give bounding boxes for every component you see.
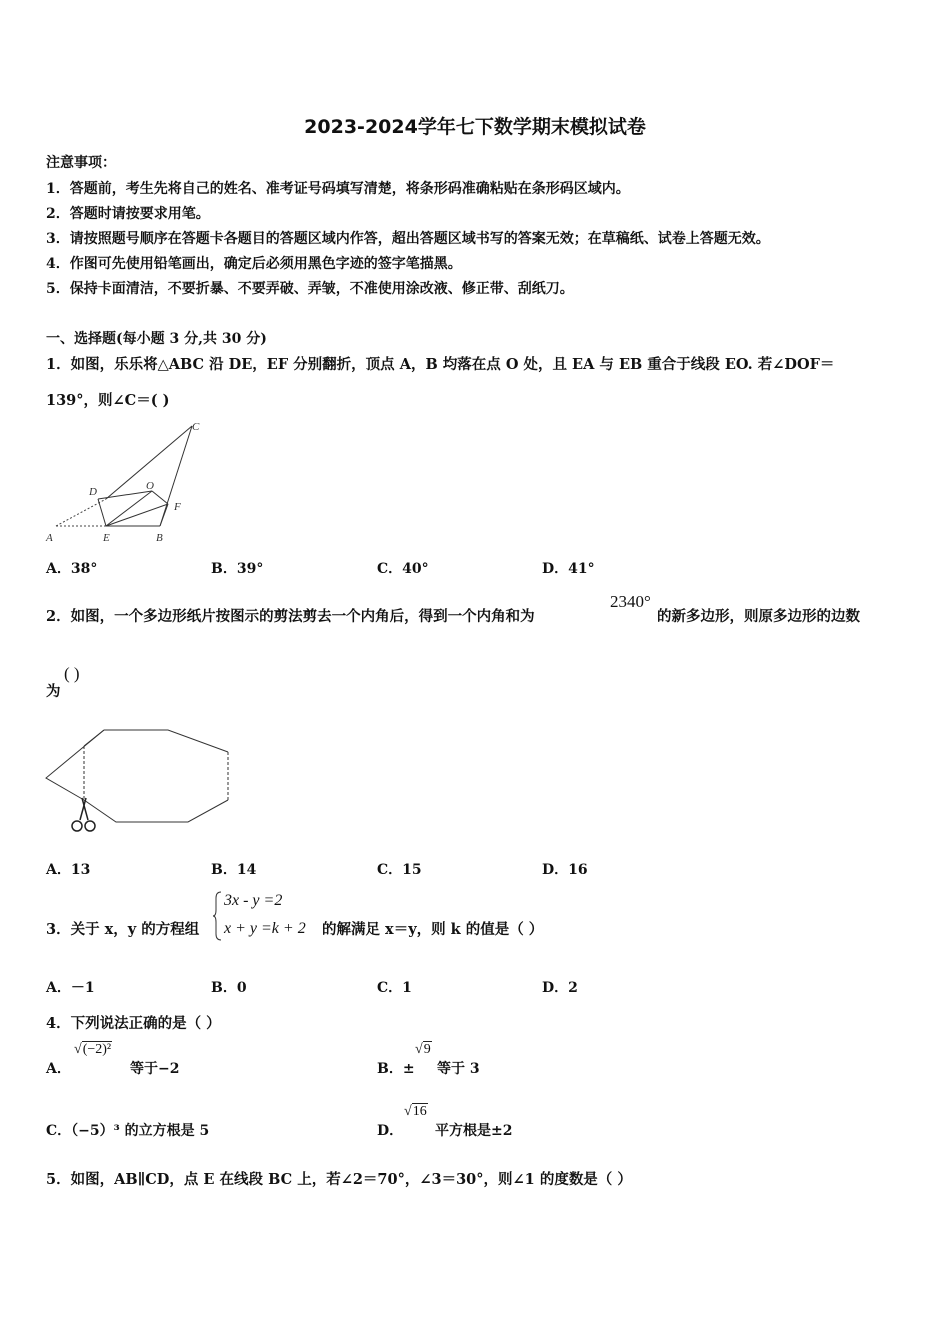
- q2-option-b: B．14: [211, 862, 257, 878]
- question-2-stem: 2．如图，一个多边形纸片按图示的剪法剪去一个内角后，得到一个内角和为: [46, 608, 535, 625]
- question-3-stem: 3．关于 x，y 的方程组: [46, 921, 200, 938]
- q3-equation-2: x + y =k + 2: [224, 920, 306, 937]
- radicand: 9: [423, 1042, 431, 1057]
- label-e: E: [103, 532, 110, 544]
- q2-option-c: C．15: [377, 862, 422, 878]
- label-f: F: [174, 501, 181, 513]
- q4-option-b-radical: [415, 1042, 432, 1058]
- scissors-icon: [72, 798, 95, 831]
- q4-option-a-radical: [74, 1042, 112, 1058]
- q4-option-d-label: D．: [377, 1123, 404, 1139]
- question-2-stem-cont: 的新多边形，则原多边形的边数: [657, 608, 860, 625]
- label-a: A: [46, 532, 53, 544]
- q4-option-a-label: A．: [46, 1061, 71, 1077]
- page-title: 2023-2024学年七下数学期末模拟试卷: [304, 116, 646, 138]
- q3-option-b: B．0: [211, 980, 247, 996]
- notice-item: 1．答题前，考生先将自己的姓名、准考证号码填写清楚，将条形码准确粘贴在条形码区域内。: [46, 181, 630, 197]
- question-2-stem-end: 为: [46, 683, 61, 700]
- q4-option-b-label: B．±: [377, 1061, 415, 1077]
- q2-angle-sum: 2340°: [610, 592, 651, 611]
- question-3-stem-cont: 的解满足 x＝y，则 k 的值是（ ）: [322, 921, 544, 938]
- notice-item: 2．答题时请按要求用笔。: [46, 206, 210, 222]
- notice-item: 3．请按照题号顺序在答题卡各题目的答题区域内作答，超出答题区域书写的答案无效；在草稿纸、试卷上答题无效。: [46, 231, 770, 247]
- q4-option-b-text: 等于 3: [437, 1061, 480, 1077]
- q3-equation-1: 3x - y =2: [224, 892, 283, 909]
- label-b: B: [156, 532, 163, 544]
- radicand: 16: [412, 1104, 427, 1119]
- label-o: O: [146, 480, 154, 492]
- sqrt-symbol: √: [415, 1042, 423, 1057]
- question-5-stem: 5．如图，AB∥CD，点 E 在线段 BC 上，若∠2＝70°，∠3＝30°，则∠1 的度数是（ ）: [46, 1171, 632, 1188]
- question-1-stem: 1．如图，乐乐将△ABC 沿 DE，EF 分别翻折，顶点 A，B 均落在点 O 处，且 EA 与 EB 重合于线段 EO. 若∠DOF＝: [46, 356, 835, 373]
- notice-heading: 注意事项：: [46, 155, 116, 171]
- q2-answer-paren: ( ): [64, 664, 80, 683]
- q1-option-d: D．41°: [542, 561, 595, 577]
- question-4-stem: 4．下列说法正确的是（ ）: [46, 1015, 221, 1032]
- system-brace: [212, 890, 222, 942]
- section-heading: 一、选择题(每小题 3 分,共 30 分): [46, 331, 267, 347]
- q2-option-a: A．13: [46, 862, 91, 878]
- notice-item: 5．保持卡面清洁，不要折暴、不要弄破、弄皱，不准使用涂改液、修正带、刮纸刀。: [46, 281, 574, 297]
- q3-option-d: D．2: [542, 980, 578, 996]
- q4-option-d-text: 平方根是±2: [435, 1123, 513, 1139]
- sqrt-symbol: √: [74, 1042, 82, 1057]
- q1-option-c: C．40°: [377, 561, 429, 577]
- label-c: C: [192, 421, 200, 433]
- q3-option-c: C．1: [377, 980, 412, 996]
- q4-option-a-text: 等于−2: [130, 1061, 180, 1077]
- q4-option-c: C．（−5）³ 的立方根是 5: [46, 1123, 210, 1139]
- q1-triangle-figure: [44, 418, 214, 546]
- q2-option-d: D．16: [542, 862, 588, 878]
- sqrt-symbol: √: [404, 1104, 412, 1119]
- q2-polygon-figure: [44, 728, 234, 840]
- q3-option-a: A．－1: [46, 980, 95, 996]
- radicand: (−2)²: [82, 1042, 112, 1057]
- q1-option-b: B．39°: [211, 561, 264, 577]
- label-d: D: [89, 486, 97, 498]
- q4-option-d-radical: [404, 1104, 428, 1120]
- notice-item: 4．作图可先使用铅笔画出，确定后必须用黑色字迹的签字笔描黑。: [46, 256, 462, 272]
- q1-option-a: A．38°: [46, 561, 98, 577]
- question-1-stem-cont: 139°，则∠C＝( ): [46, 392, 170, 409]
